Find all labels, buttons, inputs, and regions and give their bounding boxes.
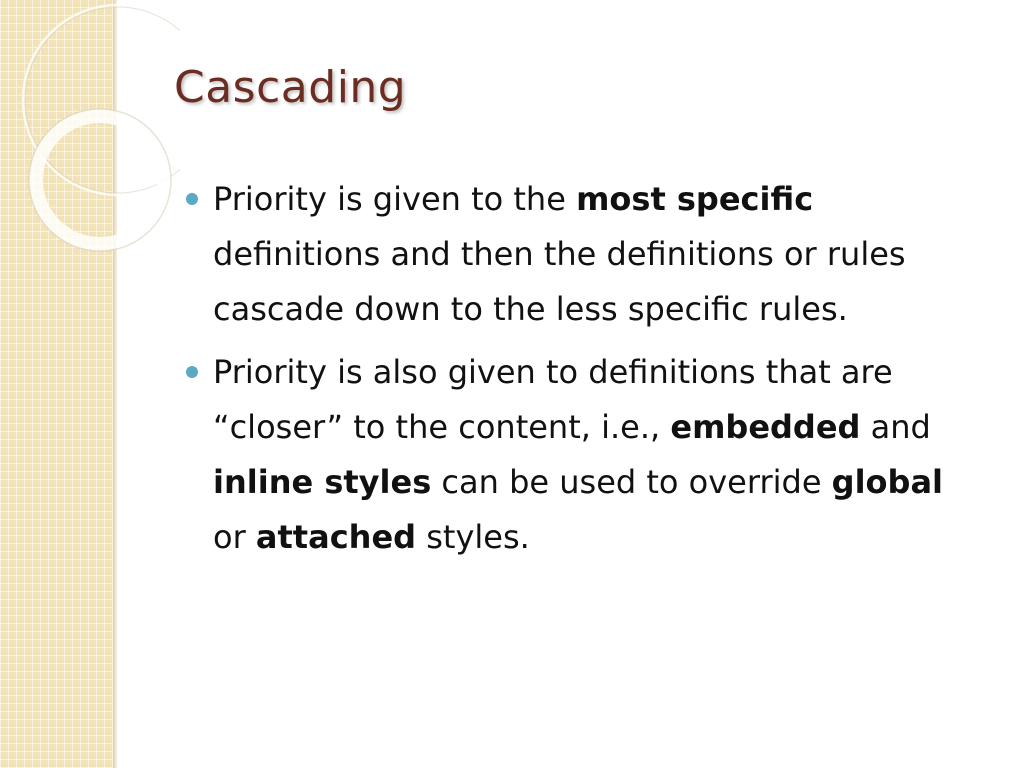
bullet-list [186, 172, 946, 573]
bullet-dot-icon [186, 193, 198, 205]
bold-text-segment: embedded [670, 408, 861, 446]
strip-edge [113, 0, 117, 768]
bold-text-segment: inline styles [213, 463, 432, 501]
text-segment: or [213, 518, 256, 556]
text-segment: Priority is given to the [213, 180, 577, 218]
bullet-text [213, 353, 943, 556]
bullet-item [186, 172, 946, 337]
decorative-side-strip [0, 0, 113, 768]
text-segment: styles. [416, 518, 530, 556]
bullet-item [186, 345, 946, 565]
bold-text-segment: global [831, 463, 943, 501]
text-segment: can be used to override [431, 463, 832, 501]
text-segment: Priority is also given to definitions that are “closer” to the content, i.e., [213, 353, 893, 446]
bullet-text [213, 180, 906, 328]
bold-text-segment: most specific [576, 180, 814, 218]
text-segment: and [860, 408, 931, 446]
bullet-dot-icon [186, 366, 198, 378]
bold-text-segment: attached [255, 518, 417, 556]
slide-title: Cascading [174, 62, 407, 113]
text-segment: definitions and then the definitions or rules cascade down to the less specific rules. [213, 235, 906, 328]
